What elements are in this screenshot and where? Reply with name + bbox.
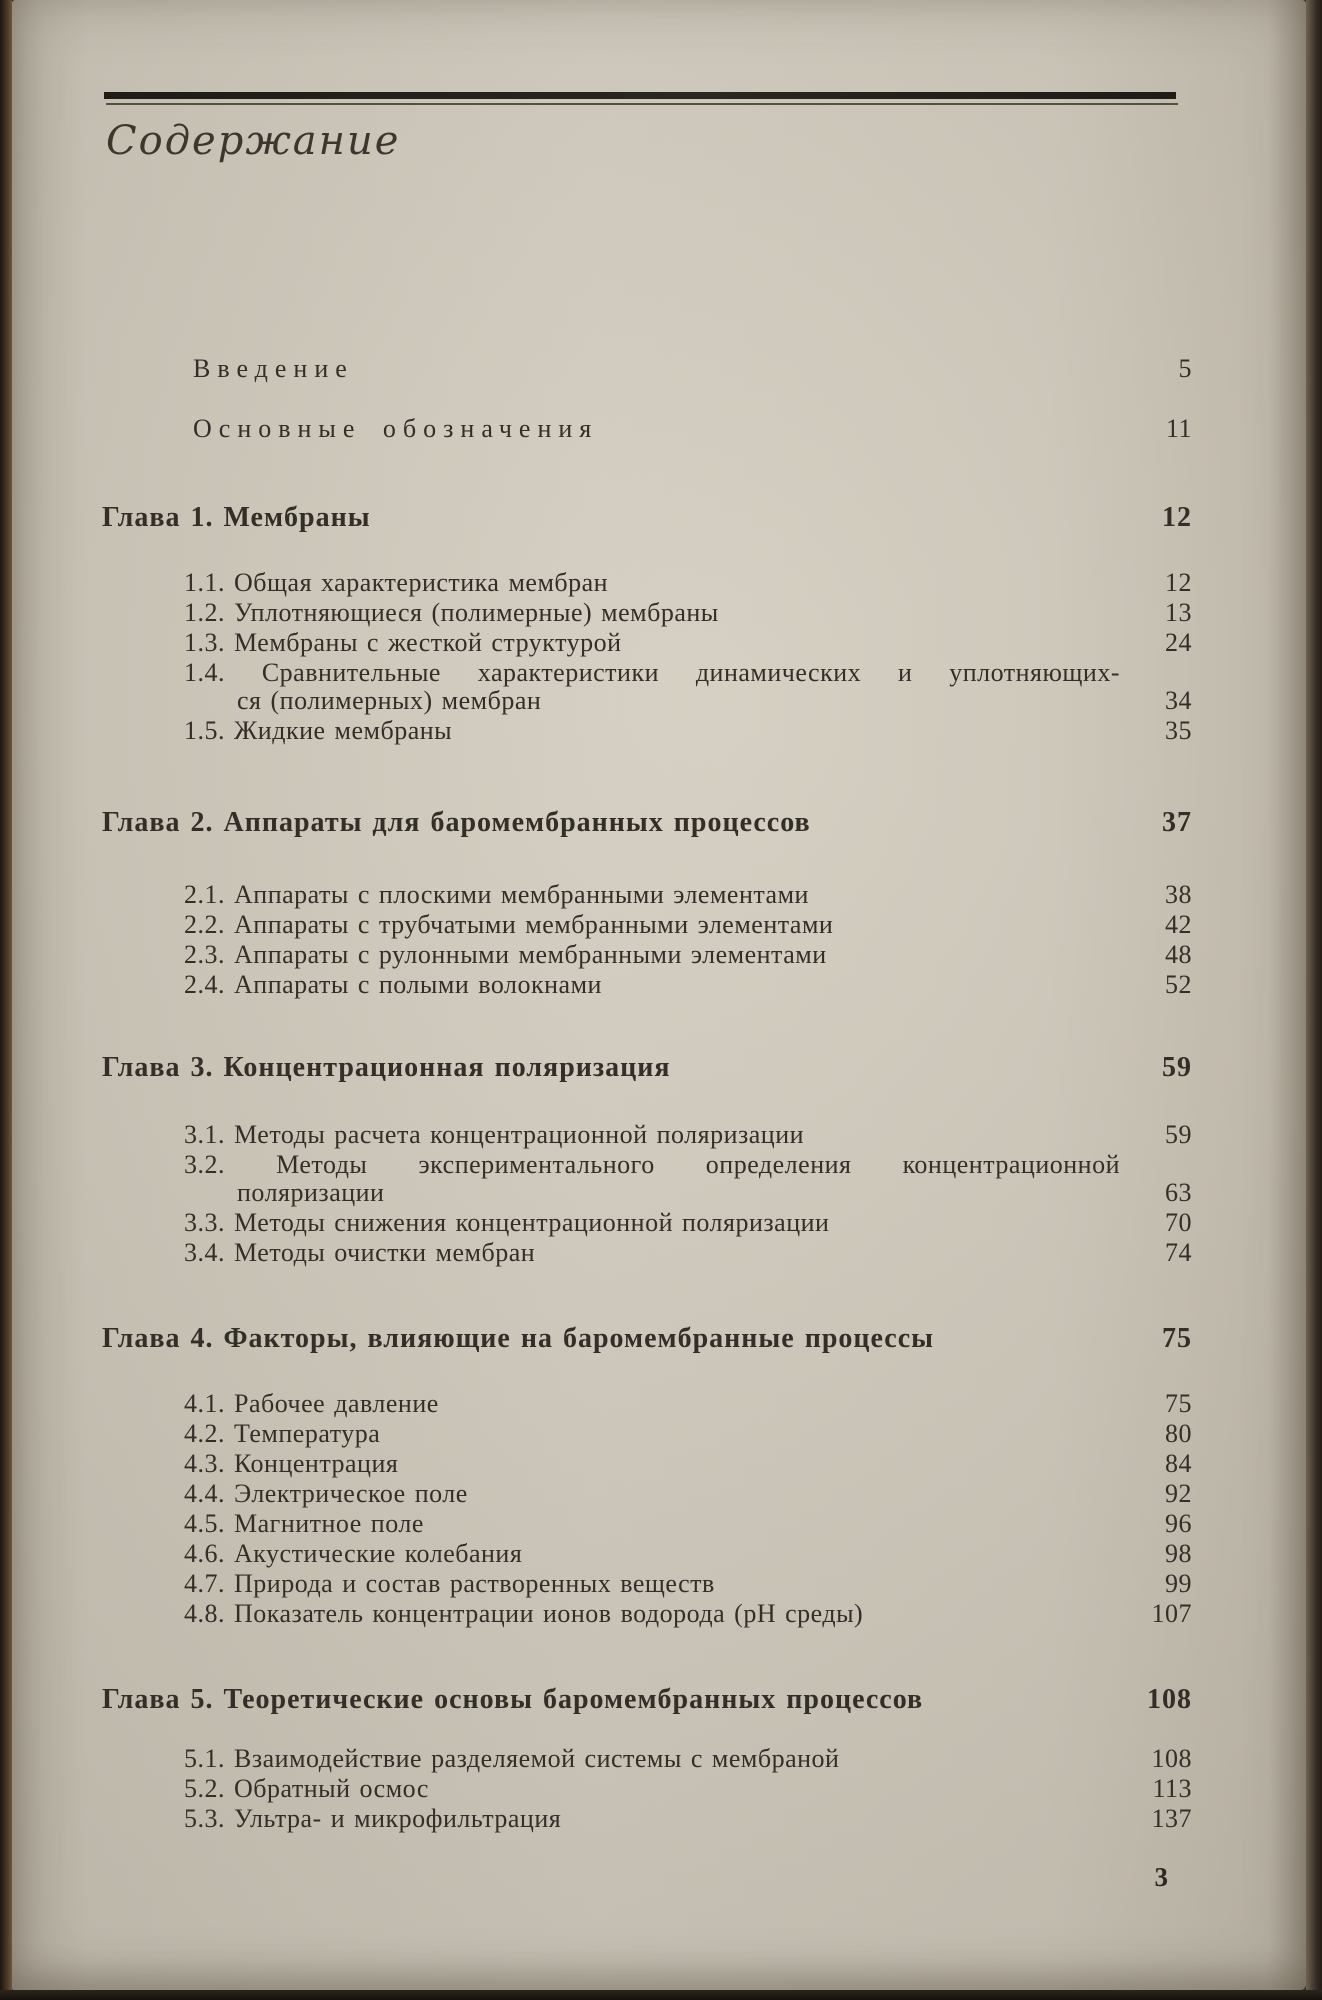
toc-entry xyxy=(102,1390,1192,1418)
toc-entry xyxy=(102,941,1192,969)
chapter-items xyxy=(102,569,1192,745)
toc-entry-notation xyxy=(102,415,1192,443)
toc-entry xyxy=(102,1745,1192,1773)
toc-entry-label: 4.8. Показатель концентрации ионов водорода (pH среды) xyxy=(184,1599,864,1628)
toc-entry xyxy=(102,1510,1192,1538)
toc-entry-label: 2.1. Аппараты с плоскими мембранными элементами xyxy=(184,880,809,909)
toc-entry-page: 107 xyxy=(1151,1599,1192,1628)
toc-entry-label: 4.7. Природа и состав растворенных веществ xyxy=(184,1569,715,1598)
toc-entry-page: 59 xyxy=(1165,1120,1192,1149)
toc-entry xyxy=(102,1540,1192,1568)
toc-entry xyxy=(102,569,1192,597)
toc-entry xyxy=(102,971,1192,999)
toc-entry-page: 92 xyxy=(1165,1479,1192,1508)
toc-entry xyxy=(102,911,1192,939)
chapter-page: 37 xyxy=(1162,807,1192,838)
toc-entry-page: 75 xyxy=(1165,1389,1192,1418)
toc-entry xyxy=(102,1239,1192,1267)
toc-entry xyxy=(102,1570,1192,1598)
toc-entry-label: 1.3. Мембраны с жесткой структурой xyxy=(184,628,622,657)
toc-entry-page: 113 xyxy=(1152,1774,1192,1803)
toc-entry-label: 3.1. Методы расчета концентрационной поляризации xyxy=(184,1120,805,1149)
toc-entry xyxy=(102,1805,1192,1833)
chapter-heading xyxy=(102,1683,1192,1717)
toc-entry-label-line1: 3.2. Методы экспериментального определения концентрационной xyxy=(184,1150,1120,1179)
toc-entry xyxy=(102,599,1192,627)
toc-entry-label: 4.4. Электрическое поле xyxy=(184,1479,468,1508)
chapter-items xyxy=(102,881,1192,999)
toc-entry-label: 4.5. Магнитное поле xyxy=(184,1509,424,1538)
toc-entry-page: 42 xyxy=(1165,910,1192,939)
toc-entry-page: 35 xyxy=(1165,716,1192,745)
toc-entry-page: 84 xyxy=(1165,1449,1192,1478)
header-rule xyxy=(104,92,1176,99)
toc-entry-page: 108 xyxy=(1151,1744,1192,1773)
toc-entry-label: 5.1. Взаимодействие разделяемой системы с мембраной xyxy=(184,1744,840,1773)
toc-entry-label: 5.3. Ультра- и микрофильтрация xyxy=(184,1804,562,1833)
toc-entry-label: 5.2. Обратный осмос xyxy=(184,1774,429,1803)
chapter-title: Глава 5. Теоретические основы баромембранных процессов xyxy=(102,1684,924,1715)
toc-entry-page: 13 xyxy=(1165,598,1192,627)
page-footer-number: 3 xyxy=(1154,1862,1168,1892)
toc-entry xyxy=(102,1775,1192,1803)
chapter-page: 12 xyxy=(1162,502,1192,533)
toc-entry-label: 2.2. Аппараты с трубчатыми мембранными элементами xyxy=(184,910,834,939)
toc-entry xyxy=(102,629,1192,657)
toc-entry-page: 48 xyxy=(1165,940,1192,969)
toc-entry-page: 99 xyxy=(1165,1569,1192,1598)
toc-entry xyxy=(102,1600,1192,1628)
chapter-heading xyxy=(102,501,1192,535)
toc-entry-label: 3.4. Методы очистки мембран xyxy=(184,1238,536,1267)
toc-entry xyxy=(102,881,1192,909)
toc-entry-page: 80 xyxy=(1165,1419,1192,1448)
chapter-title: Глава 4. Факторы, влияющие на баромембранные процессы xyxy=(102,1323,935,1354)
toc-entry-label: Введение xyxy=(193,354,354,383)
toc-entry-page: 74 xyxy=(1165,1238,1192,1267)
toc-chapter-1 xyxy=(102,501,1192,745)
toc-entry-label: 4.1. Рабочее давление xyxy=(184,1389,439,1418)
chapter-heading xyxy=(102,1322,1192,1356)
toc-entry-page: 11 xyxy=(1165,414,1192,443)
chapter-items xyxy=(102,1745,1192,1833)
toc-entry-page: 70 xyxy=(1165,1208,1192,1237)
toc-entry-label-line2: поляризации xyxy=(237,1178,385,1207)
toc-entry xyxy=(102,1480,1192,1508)
toc-entry xyxy=(102,717,1192,745)
toc-entry-label: 3.3. Методы снижения концентрационной поляризации xyxy=(184,1208,830,1237)
toc-entry-page: 5 xyxy=(1178,354,1192,383)
toc-entry xyxy=(102,1420,1192,1448)
toc-chapter-2 xyxy=(102,806,1192,999)
toc-entry-page: 24 xyxy=(1165,628,1192,657)
toc-entry-page: 63 xyxy=(1165,1178,1192,1207)
page-title: Содержание xyxy=(106,118,401,164)
toc-entry-introduction xyxy=(102,355,1192,383)
toc-entry xyxy=(102,1151,1192,1207)
chapter-items xyxy=(102,1121,1192,1267)
toc-entry-page: 38 xyxy=(1165,880,1192,909)
chapter-title: Глава 3. Концентрационная поляризация xyxy=(102,1052,671,1083)
toc-entry-label: 1.5. Жидкие мембраны xyxy=(184,716,453,745)
toc-chapter-3 xyxy=(102,1051,1192,1267)
book-edge-bottom xyxy=(0,1990,1322,2000)
book-page xyxy=(12,0,1306,1990)
book-edge-left xyxy=(0,0,12,2000)
toc-entry xyxy=(102,1450,1192,1478)
chapter-page: 108 xyxy=(1147,1684,1192,1715)
toc-entry-page: 12 xyxy=(1165,568,1192,597)
toc-entry-page: 96 xyxy=(1165,1509,1192,1538)
toc-entry-label: 4.3. Концентрация xyxy=(184,1449,399,1478)
chapter-title: Глава 1. Мембраны xyxy=(102,502,371,533)
toc-entry-label: 4.6. Акустические колебания xyxy=(184,1539,523,1568)
table-of-contents xyxy=(102,355,1192,1835)
toc-entry-label: Основные обозначения xyxy=(193,414,599,443)
toc-entry-label: 2.3. Аппараты с рулонными мембранными элементами xyxy=(184,940,827,969)
chapter-items xyxy=(102,1390,1192,1628)
chapter-page: 59 xyxy=(1162,1052,1192,1083)
chapter-title: Глава 2. Аппараты для баромембранных процессов xyxy=(102,807,811,838)
toc-entry xyxy=(102,659,1192,715)
toc-entry-label-line1: 1.4. Сравнительные характеристики динамических и уплотняющих- xyxy=(184,658,1120,687)
toc-entry-label: 2.4. Аппараты с полыми волокнами xyxy=(184,970,602,999)
chapter-heading xyxy=(102,1051,1192,1085)
toc-entry-page: 98 xyxy=(1165,1539,1192,1568)
chapter-page: 75 xyxy=(1162,1323,1192,1354)
chapter-heading xyxy=(102,806,1192,840)
toc-entry-page: 34 xyxy=(1165,686,1192,715)
book-edge-right xyxy=(1306,0,1322,2000)
toc-entry-label: 1.1. Общая характеристика мембран xyxy=(184,568,609,597)
toc-entry-label: 1.2. Уплотняющиеся (полимерные) мембраны xyxy=(184,598,719,627)
toc-entry-label: 4.2. Температура xyxy=(184,1419,381,1448)
toc-chapter-5 xyxy=(102,1683,1192,1833)
toc-entry-page: 52 xyxy=(1165,970,1192,999)
toc-entry-page: 137 xyxy=(1151,1804,1192,1833)
toc-entry xyxy=(102,1121,1192,1149)
toc-chapter-4 xyxy=(102,1322,1192,1628)
toc-entry-label-line2: ся (полимерных) мембран xyxy=(237,686,542,715)
toc-entry xyxy=(102,1209,1192,1237)
